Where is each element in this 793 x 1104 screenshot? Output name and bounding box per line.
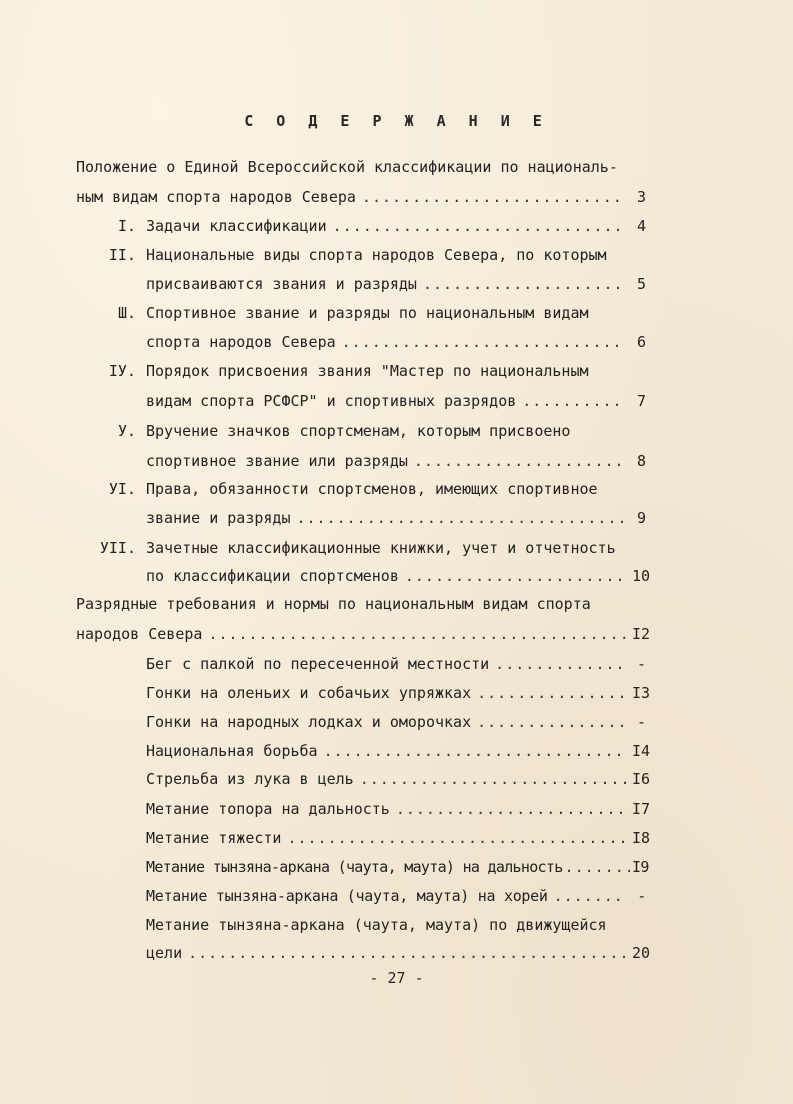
toc-page-number: 5: [636, 275, 646, 293]
dot-leader: [405, 566, 626, 586]
toc-entry: [146, 712, 646, 732]
toc-entry: [76, 594, 646, 614]
toc-page-number: 20: [632, 944, 651, 962]
toc-entry-text: Порядок присвоения звания "Мастер по национальным: [146, 362, 589, 380]
toc-entry-text: присваиваются звания и разряды: [146, 275, 417, 293]
toc-page-number: -: [636, 655, 646, 673]
dot-leader: [362, 187, 626, 207]
toc-entry: [146, 741, 651, 761]
dot-leader: [477, 683, 626, 703]
toc-entry-text: Метание тяжести: [146, 829, 282, 847]
toc-entry: [146, 915, 646, 935]
toc-page-number: 10: [632, 567, 651, 585]
page-number-footer: - 27 -: [369, 969, 424, 987]
dot-leader: [565, 857, 630, 877]
toc-entry: [76, 624, 651, 644]
section-number: УI.: [108, 480, 136, 498]
toc-page-number: -: [637, 887, 646, 905]
dot-leader: [208, 624, 626, 644]
toc-entry: [146, 391, 646, 411]
section-number: IУ.: [108, 362, 136, 380]
toc-page-number: 8: [636, 452, 646, 470]
toc-page-number: I7: [632, 800, 651, 818]
toc-page-number: I3: [632, 684, 651, 702]
dot-leader: [554, 886, 626, 906]
section-number: II.: [108, 246, 136, 264]
toc-entry: [146, 886, 646, 906]
toc-page-number: 9: [636, 509, 646, 527]
toc-entry: [146, 538, 646, 558]
dot-leader: [324, 741, 626, 761]
toc-page-number: I2: [632, 625, 651, 643]
toc-entry-text: Метание тынзяна-аркана (чаута, маута) по движущейся: [146, 916, 607, 934]
toc-entry-text: Зачетные классификационные книжки, учет и отчетность: [146, 539, 616, 557]
toc-entry: [146, 274, 646, 294]
toc-entry-text: Стрельба из лука в цель: [146, 770, 354, 788]
toc-entry-text: видам спорта РСФСР" и спортивных разрядов: [146, 392, 517, 410]
toc-entry-text: Гонки на оленьих и собачьих упряжках: [146, 684, 472, 702]
dot-leader: [297, 508, 627, 528]
toc-entry-text: Метание топора на дальность: [146, 800, 390, 818]
toc-page-number: I4: [632, 742, 651, 760]
section-number: У.: [117, 422, 136, 440]
toc-page-number: -: [636, 713, 646, 731]
toc-entry-text: Бег с палкой по пересеченной местности: [146, 655, 490, 673]
toc-entry: [146, 303, 646, 323]
toc-entry-text: народов Севера: [76, 625, 203, 643]
dot-leader: [360, 769, 626, 789]
toc-entry-text: Вручение значков спортсменам, которым присвоено: [146, 422, 571, 440]
toc-entry-text: спорта народов Севера: [146, 333, 336, 351]
toc-entry: [146, 566, 651, 586]
section-number: Ш.: [117, 304, 136, 322]
toc-entry: [146, 216, 646, 236]
toc-entry-text: Национальная борьба: [146, 742, 318, 760]
toc-entry: [76, 157, 646, 177]
toc-entry-text: Гонки на народных лодках и оморочках: [146, 713, 472, 731]
toc-entry: [146, 508, 646, 528]
dot-leader: [287, 828, 626, 848]
toc-entry: [146, 857, 649, 877]
toc-entry-text: Метание тынзяна-аркана (чаута, маута) на хорей: [146, 887, 548, 905]
dot-leader: [396, 799, 626, 819]
toc-entry: [146, 799, 651, 819]
toc-entry-text: звание и разряды: [146, 509, 291, 527]
toc-entry: [146, 332, 646, 352]
toc-entry: [146, 683, 651, 703]
dot-leader: [342, 332, 626, 352]
toc-entry-text: по классификации спортсменов: [146, 567, 399, 585]
section-number: I.: [117, 217, 136, 235]
toc-entry: [146, 245, 646, 265]
section-number: УII.: [99, 539, 136, 557]
toc-entry: [146, 361, 646, 381]
dot-leader: [414, 451, 626, 471]
toc-entry-text: Права, обязанности спортсменов, имеющих спортивное: [146, 480, 598, 498]
toc-entry: [146, 451, 646, 471]
dot-leader: [522, 391, 626, 411]
toc-entry: [146, 479, 646, 499]
page-title: С О Д Е Р Ж А Н И Е: [244, 112, 549, 130]
toc-entry: [146, 828, 651, 848]
toc-entry-text: цели: [146, 944, 183, 962]
toc-entry-text: спортивное звание или разряды: [146, 452, 408, 470]
dot-leader: [333, 216, 626, 236]
toc-page-number: I9: [632, 858, 649, 876]
toc-page-number: I6: [632, 770, 651, 788]
dot-leader: [423, 274, 626, 294]
toc-entry: [146, 421, 646, 441]
toc-entry-text: Задачи классификации: [146, 217, 327, 235]
toc-entry: [76, 187, 646, 207]
toc-entry-text: Национальные виды спорта народов Севера, по которым: [146, 246, 607, 264]
dot-leader: [477, 712, 626, 732]
toc-page-number: I8: [632, 829, 651, 847]
toc-entry: [146, 769, 651, 789]
toc-page-number: 4: [636, 217, 646, 235]
dot-leader: [188, 943, 626, 963]
toc-page-number: 3: [636, 188, 646, 206]
toc-entry-text: Разрядные требования и нормы по национальным видам спорта: [76, 595, 591, 613]
toc-entry-text: Метание тынзяна-аркана (чаута, маута) на дальность: [146, 858, 563, 876]
dot-leader: [495, 654, 626, 674]
toc-entry-text: Спортивное звание и разряды по национальным видам: [146, 304, 589, 322]
toc-entry-text: Положение о Единой Всероссийской классификации по националь-: [76, 158, 618, 176]
toc-entry-text: ным видам спорта народов Севера: [76, 188, 356, 206]
toc-page-number: 6: [636, 333, 646, 351]
toc-entry: [146, 654, 646, 674]
toc-entry: [146, 943, 651, 963]
toc-page-number: 7: [636, 392, 646, 410]
